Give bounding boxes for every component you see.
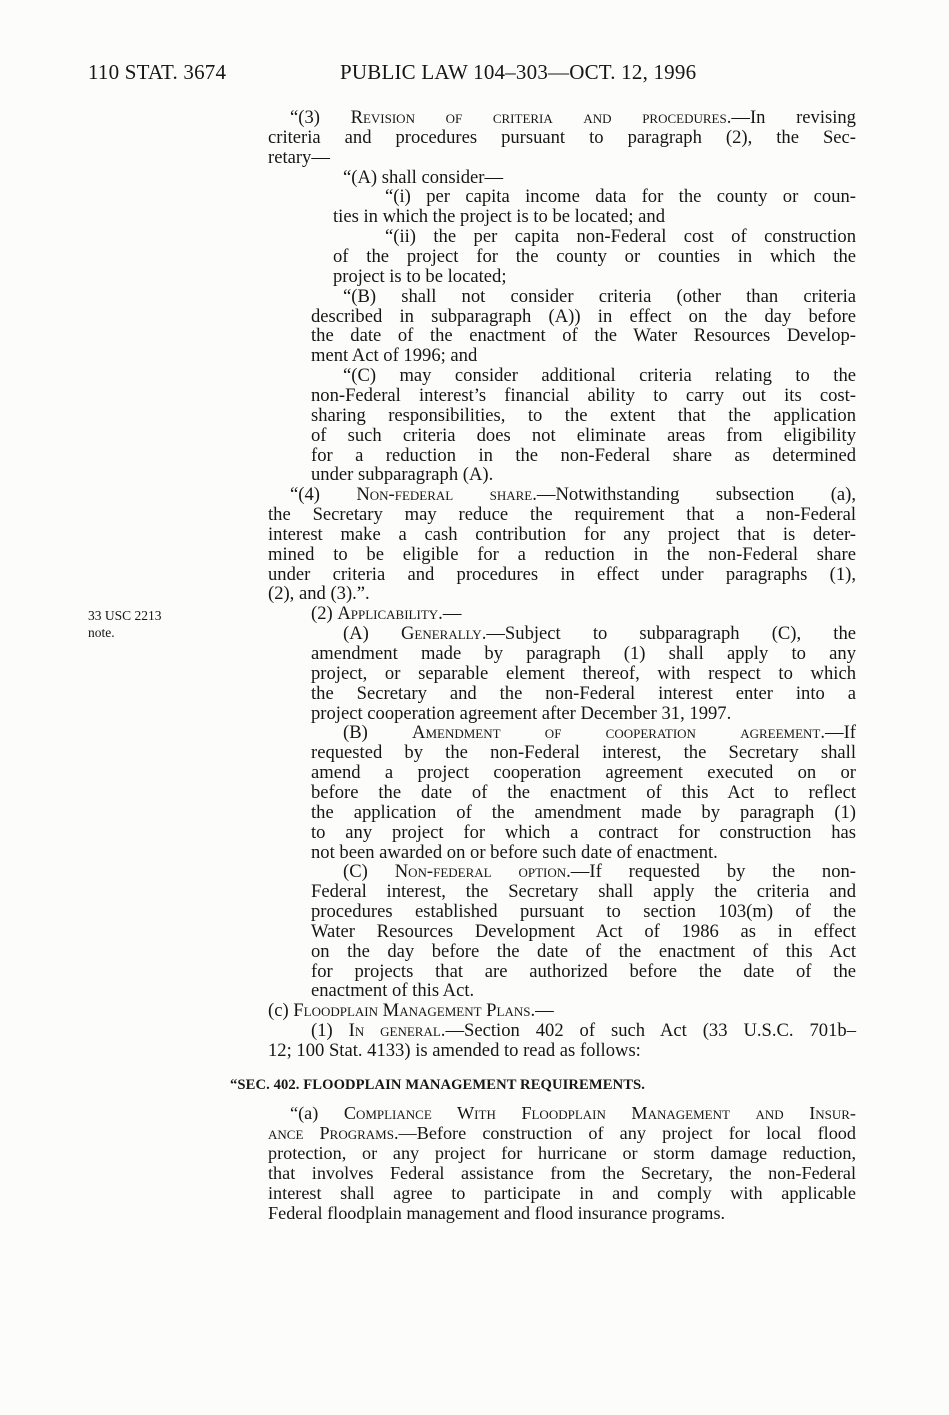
text-line bbox=[311, 803, 856, 823]
text-line bbox=[311, 962, 856, 982]
text-run: procedures established pursuant to section 103(m) of the bbox=[311, 901, 856, 922]
text-line bbox=[268, 1183, 856, 1203]
text-line bbox=[311, 644, 856, 664]
text-run: (c) bbox=[268, 1000, 294, 1022]
text-line bbox=[333, 247, 856, 267]
text-run: “(C) may consider additional criteria relating to the bbox=[343, 365, 856, 387]
text-line bbox=[311, 981, 856, 1001]
small-caps-heading-run: Revision of criteria and procedures bbox=[350, 107, 727, 128]
text-line bbox=[343, 862, 856, 882]
text-line bbox=[268, 1163, 856, 1183]
text-line bbox=[268, 584, 856, 604]
text-line bbox=[290, 1103, 856, 1123]
text-run: “(a) bbox=[290, 1103, 344, 1123]
text-line bbox=[268, 505, 856, 525]
text-line bbox=[311, 604, 856, 624]
text-run: .—If requested by the non- bbox=[566, 861, 857, 883]
text-line bbox=[333, 207, 856, 227]
text-line bbox=[311, 406, 856, 426]
text-run: on the day before the date of the enactment of this Act bbox=[311, 940, 856, 962]
small-caps-heading-run: Generally bbox=[400, 623, 482, 645]
text-line bbox=[311, 942, 856, 962]
text-line bbox=[268, 545, 856, 565]
small-caps-heading-run: Non-federal share bbox=[356, 484, 533, 506]
text-line bbox=[311, 446, 856, 466]
text-line bbox=[268, 1143, 856, 1163]
margin-citation-label: note. bbox=[88, 625, 115, 640]
text-line bbox=[290, 485, 856, 505]
text-line bbox=[311, 704, 856, 724]
text-run: “(4) bbox=[290, 484, 357, 506]
text-line bbox=[311, 664, 856, 684]
text-run: the Secretary may reduce the requirement that a non-Federal bbox=[268, 504, 856, 525]
text-line bbox=[311, 307, 856, 327]
text-run: non-Federal interest’s financial ability to carry out its cost- bbox=[311, 384, 856, 406]
small-caps-heading-run: Compliance With Floodplain Management and Insur- bbox=[343, 1103, 856, 1123]
text-line bbox=[290, 108, 856, 128]
small-caps-heading-run: Amendment of cooperation agreement bbox=[412, 722, 821, 744]
text-run: 12; 100 Stat. 4133) is amended to read as follows: bbox=[268, 1040, 641, 1061]
text-line bbox=[311, 902, 856, 922]
text-line bbox=[268, 1123, 856, 1143]
margin-citation: 33 USC 2213 bbox=[88, 608, 162, 623]
text-run: enactment of this Act. bbox=[311, 980, 475, 1002]
text-run: .—Notwithstanding subsection (a), bbox=[532, 484, 856, 506]
text-run: .—In revising bbox=[726, 107, 856, 128]
small-caps-heading-run: In general bbox=[348, 1020, 441, 1042]
text-run: the Secretary and the non-Federal interest enter into a bbox=[311, 682, 856, 704]
section-heading: “SEC. 402. FLOODPLAIN MANAGEMENT REQUIREMENTS. bbox=[230, 1077, 646, 1093]
text-run: (2), and (3).”. bbox=[268, 583, 370, 605]
text-line bbox=[343, 287, 856, 307]
text-line bbox=[343, 624, 856, 644]
text-run: interest make a cash contribution for any project that is deter- bbox=[268, 523, 856, 545]
text-line bbox=[311, 922, 856, 942]
text-run: .—Section 402 of such Act (33 U.S.C. 701b– bbox=[440, 1020, 856, 1042]
statutes-page-number: 110 STAT. 3674 bbox=[88, 60, 227, 84]
text-line bbox=[268, 565, 856, 585]
text-run: (B) bbox=[343, 722, 413, 744]
text-line bbox=[343, 723, 856, 743]
text-run: Federal interest, the Secretary shall apply the criteria and bbox=[311, 881, 856, 903]
text-line bbox=[311, 684, 856, 704]
text-run: “(A) shall consider— bbox=[343, 166, 504, 188]
text-line bbox=[343, 366, 856, 386]
text-line bbox=[343, 168, 856, 188]
text-line bbox=[311, 346, 856, 366]
text-line bbox=[268, 525, 856, 545]
small-caps-heading-run: Non-federal option bbox=[394, 861, 567, 883]
text-run: “(B) shall not consider criteria (other than criteria bbox=[343, 285, 856, 307]
text-run: of such criteria does not eliminate areas from eligibility bbox=[311, 424, 856, 446]
text-run: ment Act of 1996; and bbox=[311, 345, 478, 367]
small-caps-heading-run: Applicability bbox=[337, 603, 439, 625]
text-line bbox=[268, 1041, 856, 1061]
text-run: the date of the enactment of the Water Resources Develop- bbox=[311, 325, 856, 347]
text-run: .—If bbox=[820, 722, 856, 744]
text-line bbox=[385, 227, 856, 247]
text-run: project, or separable element thereof, with respect to which bbox=[311, 662, 856, 684]
small-caps-heading-run: Floodplain Management Plans bbox=[293, 1000, 531, 1022]
text-line bbox=[268, 1001, 856, 1021]
text-line bbox=[385, 187, 856, 207]
text-line bbox=[311, 1021, 856, 1041]
text-line bbox=[311, 326, 856, 346]
text-line bbox=[311, 843, 856, 863]
text-run: (C) bbox=[343, 861, 395, 883]
text-run: project is to be located; bbox=[333, 265, 507, 287]
text-run: (1) bbox=[311, 1020, 349, 1042]
text-run: requested by the non-Federal interest, the Secretary shall bbox=[311, 742, 856, 764]
text-run: protection, or any project for hurricane or storm damage reduction, bbox=[268, 1143, 856, 1163]
text-line bbox=[311, 743, 856, 763]
text-run: “(3) bbox=[290, 107, 351, 128]
text-line bbox=[311, 763, 856, 783]
text-run: before the date of the enactment of this Act to reflect bbox=[311, 781, 856, 803]
text-line bbox=[311, 882, 856, 902]
text-run: amend a project cooperation agreement executed on or bbox=[311, 762, 856, 784]
text-line bbox=[268, 1203, 856, 1223]
text-run: sharing responsibilities, to the extent that the application bbox=[311, 404, 856, 426]
text-run: that involves Federal assistance from the Secretary, the non-Federal bbox=[268, 1163, 856, 1183]
text-run: “(i) per capita income data for the county or coun- bbox=[385, 186, 856, 208]
text-run: of the project for the county or counties in which the bbox=[333, 246, 856, 267]
text-run: .—Before construction of any project for local flood bbox=[393, 1123, 856, 1143]
public-law-running-head: PUBLIC LAW 104–303—OCT. 12, 1996 bbox=[340, 60, 697, 84]
text-run: under criteria and procedures in effect under paragraphs (1), bbox=[268, 563, 856, 585]
text-run: ties in which the project is to be located; and bbox=[333, 206, 666, 228]
text-run: project cooperation agreement after December 31, 1997. bbox=[311, 702, 732, 724]
text-line bbox=[268, 128, 856, 148]
text-run: for a reduction in the non-Federal share as determined bbox=[311, 444, 856, 466]
text-run: interest shall agree to participate in and comply with applicable bbox=[268, 1183, 856, 1203]
text-run: .—Subject to subparagraph (C), the bbox=[481, 623, 856, 645]
text-run: mined to be eligible for a reduction in the non-Federal share bbox=[268, 543, 856, 565]
text-line bbox=[333, 267, 856, 287]
text-run: the application of the amendment made by paragraph (1) bbox=[311, 801, 856, 823]
text-run: Water Resources Development Act of 1986 as in effect bbox=[311, 920, 856, 942]
text-line bbox=[311, 426, 856, 446]
text-line bbox=[268, 148, 856, 168]
text-line bbox=[311, 465, 856, 485]
text-run: “(ii) the per capita non-Federal cost of construction bbox=[385, 226, 856, 248]
text-line bbox=[311, 783, 856, 803]
text-line bbox=[311, 823, 856, 843]
text-run: .— bbox=[530, 1000, 554, 1022]
small-caps-heading-run: ance Programs bbox=[268, 1123, 394, 1143]
text-run: .— bbox=[438, 603, 462, 625]
text-run: (A) bbox=[343, 623, 401, 645]
text-run: to any project for which a contract for construction has bbox=[311, 821, 856, 843]
text-run: for projects that are authorized before the date of the bbox=[311, 960, 856, 982]
text-run: (2) bbox=[311, 603, 338, 625]
text-run: Federal floodplain management and flood insurance programs. bbox=[268, 1203, 726, 1223]
text-run: criteria and procedures pursuant to paragraph (2), the Sec- bbox=[268, 126, 856, 148]
text-line bbox=[311, 386, 856, 406]
text-run: described in subparagraph (A)) in effect on the day before bbox=[311, 305, 856, 327]
text-run: not been awarded on or before such date of enactment. bbox=[311, 841, 718, 863]
text-run: amendment made by paragraph (1) shall apply to any bbox=[311, 643, 856, 664]
text-run: retary— bbox=[268, 146, 330, 168]
text-run: under subparagraph (A). bbox=[311, 464, 494, 486]
